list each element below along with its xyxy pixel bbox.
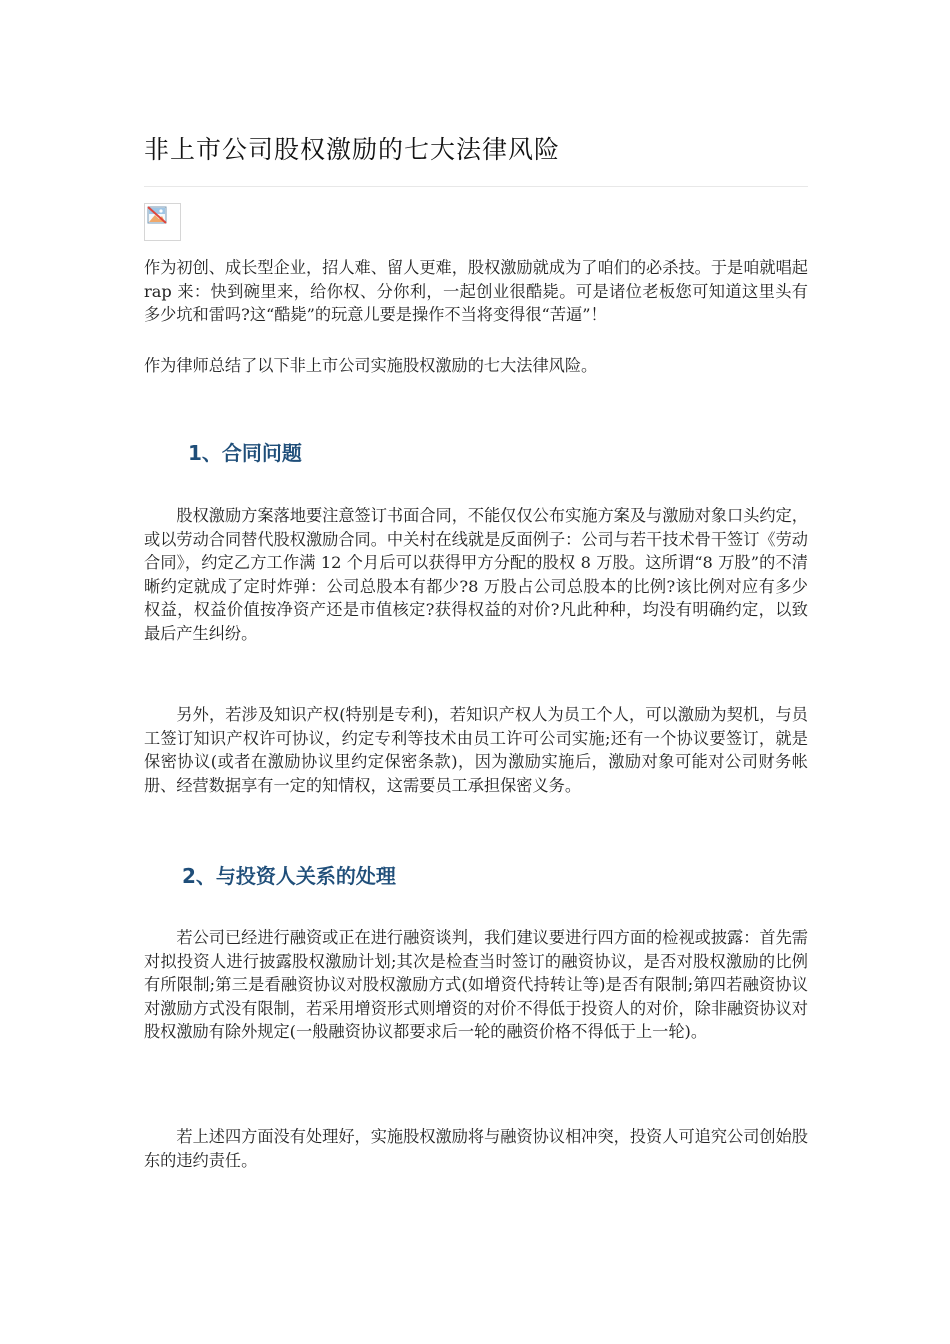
section-paragraph: 另外，若涉及知识产权(特别是专利)，若知识产权人为员工个人，可以激励为契机，与员工签订知识产权许可协议，约定专利等技术由员工许可公司实施;还有一个协议要签订，就是保密协议(或者在激励协议里约定保密条款)，因为激励实施后，激励对象可能对公司财务帐册、经营数据享有一定的知情权，这需要员工承担保密义务。	[144, 705, 808, 795]
section-paragraph: 股权激励方案落地要注意签订书面合同，不能仅仅公布实施方案及与激励对象口头约定，或以劳动合同替代股权激励合同。中关村在线就是反面例子：公司与若干技术骨干签订《劳动合同》，约定乙方工作满 12 个月后可以获得甲方分配的股权 8 万股。这所谓“8 万股”的不清晰约定就成了定时炸弹：公司总股本有都少?8 万股占公司总股本的比例?该比例对应有多少权益，权益价值按净资产还是市值核定?获得权益的对价?凡此种种，均没有明确约定，以致最后产生纠纷。	[144, 506, 808, 643]
page-title: 非上市公司股权激励的七大法律风险	[144, 135, 561, 164]
intro-summary: 作为律师总结了以下非上市公司实施股权激励的七大法律风险。	[144, 356, 598, 375]
section-paragraph: 若公司已经进行融资或正在进行融资谈判，我们建议要进行四方面的检视或披露：首先需对拟投资人进行披露股权激励计划;其次是检查当时签订的融资协议，是否对股权激励的比例有所限制;第三是看融资协议对股权激励方式(如增资代持转让等)是否有限制;第四若融资协议对激励方式没有限制，若采用增资形式则增资的对价不得低于投资人的对价，除非融资协议对股权激励有除外规定(一般融资协议都要求后一轮的融资价格不得低于上一轮)。	[144, 928, 808, 1042]
section-paragraph: 若上述四方面没有处理好，实施股权激励将与融资协议相冲突，投资人可追究公司创始股东的违约责任。	[144, 1127, 808, 1170]
title-divider	[144, 186, 808, 187]
image-placeholder-icon	[147, 206, 169, 226]
intro-paragraph: 作为初创、成长型企业，招人难、留人更难，股权激励就成为了咱们的必杀技。于是咱就唱起 rap 来：快到碗里来，给你权、分你利，一起创业很酷毙。可是诸位老板您可知道这里头有多少坑和雷吗?这“酷毙”的玩意儿要是操作不当将变得很“苦逼”！	[144, 258, 808, 325]
broken-image-icon	[144, 203, 181, 241]
section-heading-investor: 2、与投资人关系的处理	[182, 864, 396, 888]
section-heading-contract: 1、合同问题	[188, 441, 302, 465]
